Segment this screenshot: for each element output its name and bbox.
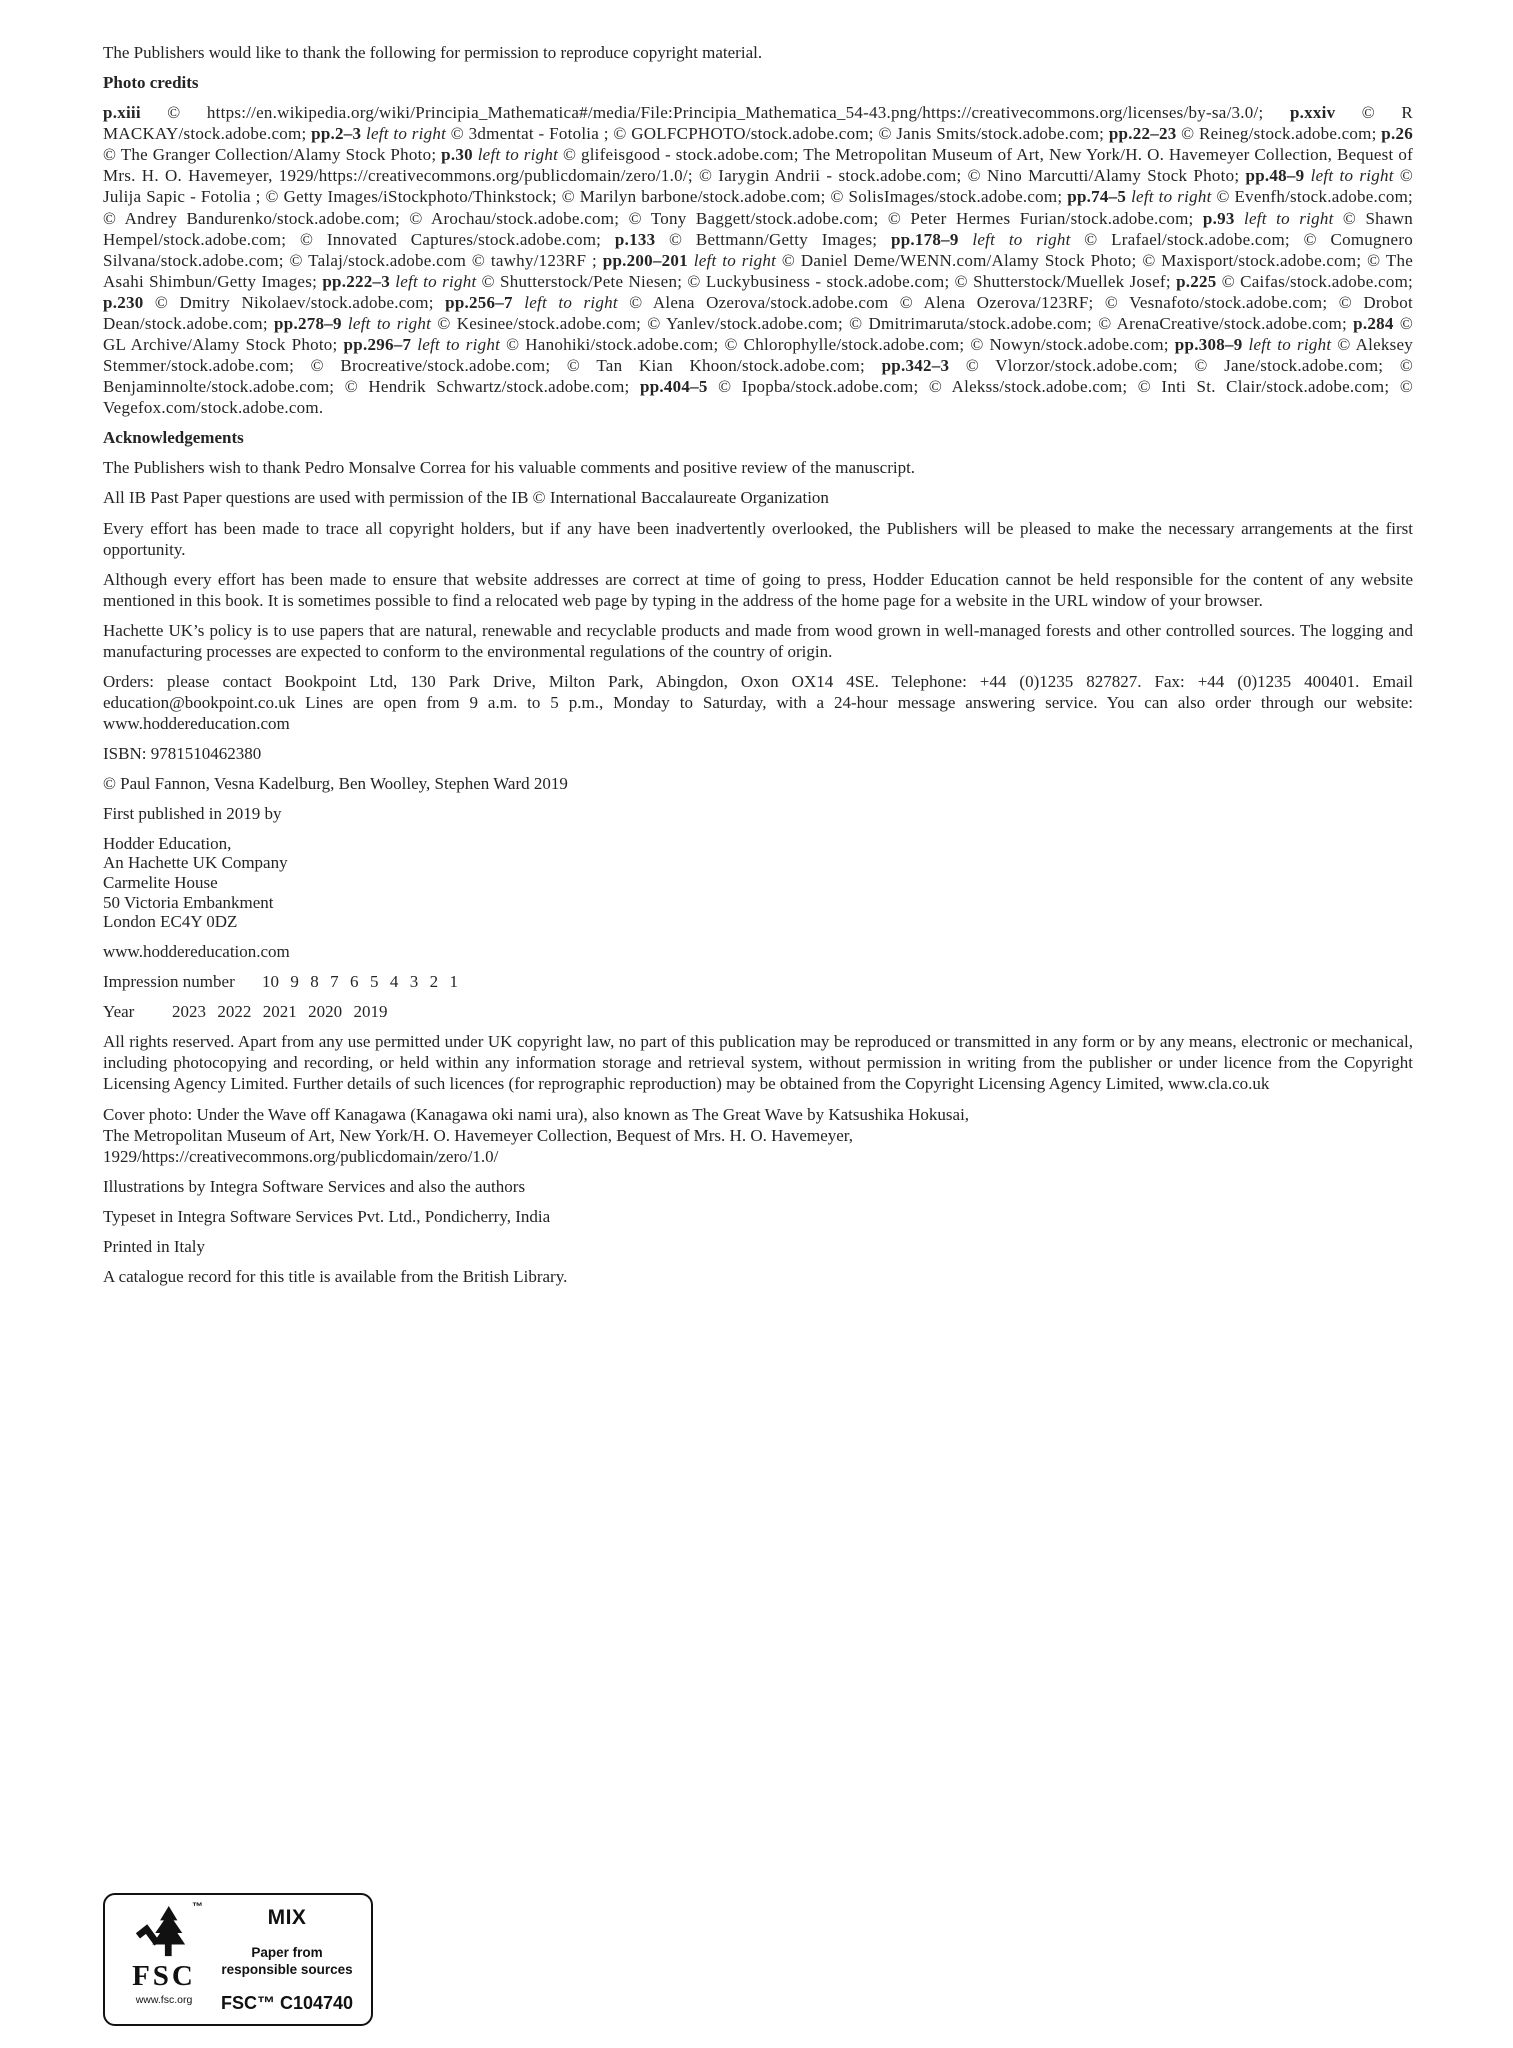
fsc-tree-check-icon — [135, 1903, 189, 1961]
impression-number-values: 10 9 8 7 6 5 4 3 2 1 — [262, 972, 459, 992]
author-copyright-line: © Paul Fannon, Vesna Kadelburg, Ben Woolley, Stephen Ward 2019 — [103, 774, 568, 794]
fsc-tagline — [221, 1945, 352, 1979]
acknowledgement-reviewer: The Publishers wish to thank Pedro Monsalve Correa for his valuable comments and positive review of the manuscript. — [103, 458, 916, 478]
year-values: 2023 2022 2021 2020 2019 — [172, 1002, 388, 1022]
catalogue-record-line: A catalogue record for this title is available from the British Library. — [103, 1267, 568, 1287]
impression-number-label: Impression number — [103, 972, 235, 992]
year-label: Year — [103, 1002, 135, 1022]
photo-credits-text: p.xiii © https://en.wikipedia.org/wiki/Principia_Mathematica#/media/File:Principia_Mathematica_54-43.png/https://creativecommons.org/licenses/by-sa/3.0/; p.xxiv © R MACKAY/stock.adobe.com; pp.2–3 left to right © 3dmentat - Fotolia ; © GOLFCPHOTO/stock.adobe.com; © Janis Smits/stock.adobe.com; pp.22–23 © Reineg/stock.adobe.com; p.26 © The Granger Collection/Alamy Stock Photo; p.30 left to right © glifeisgood - stock.adobe.com; The Metropolitan Museum of Art, New York/H. O. Havemeyer Collection, Bequest of Mrs. H. O. Havemeyer, 1929/https://creativecommons.org/publicdomain/zero/1.0/; © Iarygin Andrii - stock.adobe.com; © Nino Marcutti/Alamy Stock Photo; pp.48–9 left to right © Julija Sapic - Fotolia ; © Getty Images/iStockphoto/Thinkstock; © Marilyn barbone/stock.adobe.com; © SolisImages/stock.adobe.com; pp.74–5 left to right © Evenfh/stock.adobe.com; © Andrey Bandurenko/stock.adobe.com; © Arochau/stock.adobe.com; © Tony Baggett/stock.adobe.com; © Peter Hermes Furian/stock.adobe.com; p.93 left to right © Shawn Hempel/stock.adobe.com; © Innovated Captures/stock.adobe.com; p.133 © Bettmann/Getty Images; pp.178–9 left to right © Lrafael/stock.adobe.com; © Comugnero Silvana/stock.adobe.com; © Talaj/stock.adobe.com © tawhy/123RF ; pp.200–201 left to right © Daniel Deme/WENN.com/Alamy Stock Photo; © Maxisport/stock.adobe.com; © The Asahi Shimbun/Getty Images; pp.222–3 left to right © Shutterstock/Pete Niesen; © Luckybusiness - stock.adobe.com; © Shutterstock/Muellek Josef; p.225 © Caifas/stock.adobe.com; p.230 © Dmitry Nikolaev/stock.adobe.com; pp.256–7 left to right © Alena Ozerova/stock.adobe.com © Alena Ozerova/123RF; © Vesnafoto/stock.adobe.com; © Drobot Dean/stock.adobe.com; pp.278–9 left to right © Kesinee/stock.adobe.com; © Yanlev/stock.adobe.com; © Dmitrimaruta/stock.adobe.com; © ArenaCreative/stock.adobe.com; p.284 © GL Archive/Alamy Stock Photo; pp.296–7 left to right © Hanohiki/stock.adobe.com; © Chlorophylle/stock.adobe.com; © Nowyn/stock.adobe.com; pp.308–9 left to right © Aleksey Stemmer/stock.adobe.com; © Brocreative/stock.adobe.com; © Tan Kian Khoon/stock.adobe.com; pp.342–3 © Vlorzor/stock.adobe.com; © Jane/stock.adobe.com; © Benjaminnolte/stock.adobe.com; © Hendrik Schwartz/stock.adobe.com; pp.404–5 © Ipopba/stock.adobe.com; © Alekss/stock.adobe.com; © Inti St. Clair/stock.adobe.com; © Vegefox.com/stock.adobe.com. — [103, 103, 1414, 418]
publisher-address — [103, 834, 1413, 933]
paper-policy-note: Hachette UK’s policy is to use papers that are natural, renewable and recyclable products and made from wood grown in well-managed forests and other controlled sources. The logging and manufacturing processes are expected to conform to the environmental regulations of the country of origin. — [103, 620, 1413, 661]
fsc-tagline-line: responsible sources — [221, 1961, 353, 1977]
ib-permission-note: All IB Past Paper questions are used with permission of the IB © International Baccalaureate Organization — [103, 488, 829, 508]
website-addresses-note: Although every effort has been made to ensure that website addresses are correct at time of going to press, Hodder Education cannot be held responsible for the content of any website mentioned in this book. It is sometimes possible to find a relocated web page by typing in the address of the home page for a website in the URL window of your browser. — [103, 569, 1413, 610]
publisher-website: www.hoddereducation.com — [103, 942, 290, 962]
address-line-publisher: Hodder Education, — [103, 833, 232, 853]
cover-photo-credit — [103, 1104, 1413, 1167]
first-published-line: First published in 2019 by — [103, 804, 282, 824]
copyright-holders-note: Every effort has been made to trace all copyright holders, but if any have been inadvertently overlooked, the Publishers will be pleased to make the necessary arrangements at the first opportunity. — [103, 518, 1413, 559]
fsc-certification-label — [103, 1893, 373, 2026]
address-line-street: 50 Victoria Embankment — [103, 892, 274, 912]
fsc-logo-column — [117, 1903, 211, 2016]
address-line-house: Carmelite House — [103, 872, 218, 892]
address-line-city: London EC4Y 0DZ — [103, 912, 238, 932]
fsc-text-column — [211, 1903, 363, 2016]
address-line-company: An Hachette UK Company — [103, 853, 288, 873]
acknowledgements-heading: Acknowledgements — [103, 428, 244, 448]
fsc-wordmark: FSC — [132, 1960, 196, 1992]
fsc-mix-label: MIX — [267, 1906, 307, 1929]
fsc-trademark-symbol: ™ — [192, 1901, 203, 1913]
fsc-tagline-line: Paper from — [251, 1944, 323, 1960]
fsc-url: www.fsc.org — [135, 1994, 193, 2006]
isbn-line: ISBN: 9781510462380 — [103, 744, 262, 764]
permission-intro: The Publishers would like to thank the following for permission to reproduce copyright material. — [103, 43, 763, 62]
photo-credits-heading: Photo credits — [103, 73, 199, 93]
printed-line: Printed in Italy — [103, 1236, 205, 1256]
fsc-licence-code: FSC™ C104740 — [220, 1993, 354, 2013]
typeset-line: Typeset in Integra Software Services Pvt. Ltd., Pondicherry, India — [103, 1206, 551, 1226]
cover-photo-line: The Metropolitan Museum of Art, New York/H. O. Havemeyer Collection, Bequest of Mrs. H. O. Havemeyer, — [103, 1125, 854, 1145]
impression-number-row — [103, 971, 1413, 992]
illustrations-line: Illustrations by Integra Software Services and also the authors — [103, 1176, 526, 1196]
cover-photo-line: 1929/https://creativecommons.org/publicdomain/zero/1.0/ — [103, 1146, 499, 1166]
fsc-logo — [135, 1901, 203, 1961]
cover-photo-line: Cover photo: Under the Wave off Kanagawa (Kanagawa oki nami ura), also known as The Great Wave by Katsushika Hokusai, — [103, 1104, 970, 1124]
rights-reserved-paragraph: All rights reserved. Apart from any use permitted under UK copyright law, no part of this publication may be reproduced or transmitted in any form or by any means, electronic or mechanical, including photocopying and recording, or held within any information storage and retrieval system, without permission in writing from the publisher or under licence from the Copyright Licensing Agency Limited. Further details of such licences (for reprographic reproduction) may be obtained from the Copyright Licensing Agency Limited, www.cla.co.uk — [103, 1032, 1413, 1094]
year-row — [103, 1001, 1413, 1022]
orders-contact-note: Orders: please contact Bookpoint Ltd, 130 Park Drive, Milton Park, Abingdon, Oxon OX14 4SE. Telephone: +44 (0)1235 827827. Fax: +44 (0)1235 400401. Email education@bookpoint.co.uk Lines are open from 9 a.m. to 5 p.m., Monday to Saturday, with a 24-hour message answering service. You can also order through our website: www.hoddereducation.com — [103, 672, 1413, 734]
